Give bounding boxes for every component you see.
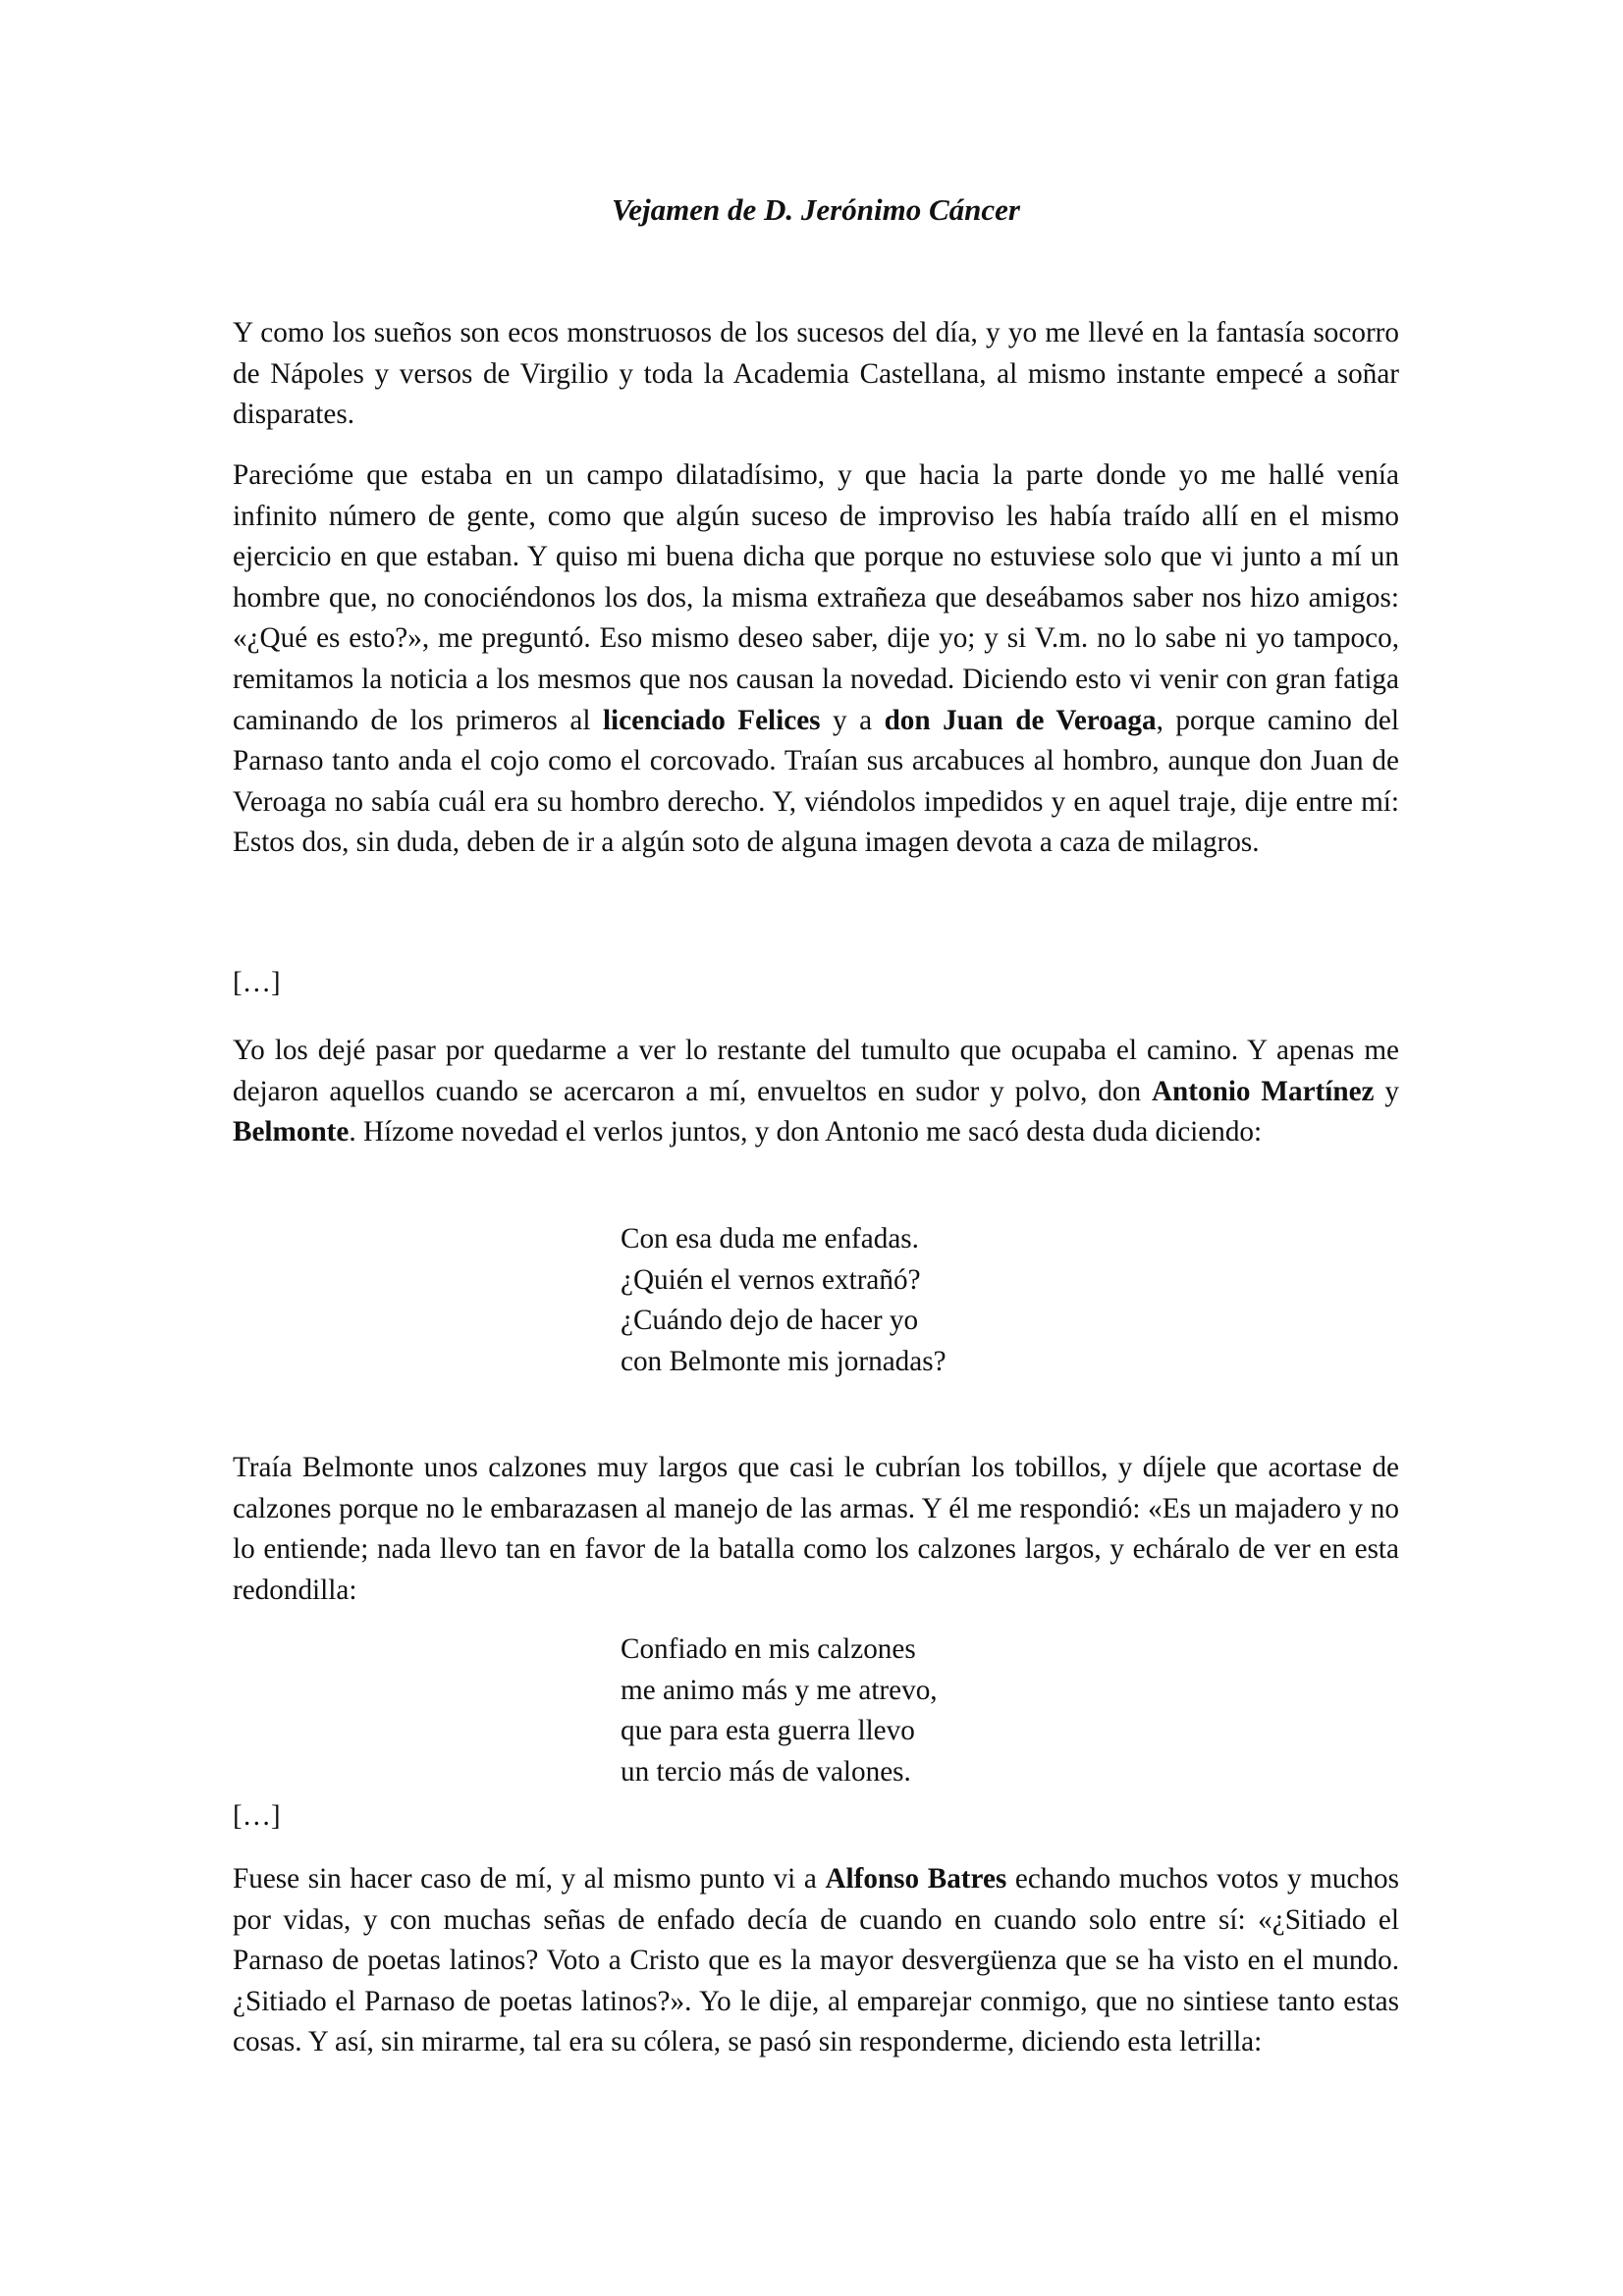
paragraph-text: y [1374,1075,1399,1107]
paragraph-text: Parecióme que estaba en un campo dilatadísimo, y que hacia la parte donde yo me hallé venía infinito número de gente, como que algún suceso de improviso les había traído allí en el mismo ejercicio en que estaban. Y quiso mi buena dicha que porque no estuviese solo que vi junto a mí un hombre que, no conociéndonos los dos, la misma extrañeza que deseábamos saber nos hizo amigos: «¿Qué es esto?», me preguntó. Eso mismo deseo saber, dije yo; y si V.m. no lo sabe ni yo tampoco, remitamos la noticia a los mesmos que nos causan la novedad. Diciendo esto vi venir con gran fatiga caminando de los primeros al [233,459,1399,736]
paragraph-text: Y como los sueños son ecos monstruosos de los sucesos del día, y yo me llevé en la fantasía socorro de Nápoles y versos de Virgilio y toda la Academia Castellana, al mismo instante empecé a soñar disparates. [233,317,1399,431]
bold-name-juan-de-veroaga: don Juan de Veroaga [884,704,1157,736]
paragraph-3 [233,1031,1399,1153]
bold-name-alfonso-batres: Alfonso Batres [825,1863,1007,1895]
paragraph-2 [233,455,1399,864]
paragraph-4 [233,1448,1399,1611]
verse-block-1 [621,1219,947,1382]
verse-block-2 [621,1629,938,1792]
ellipsis-marker: […] [233,1800,281,1832]
paragraph-text: . Hízome novedad el verlos juntos, y don Antonio me sacó desta duda diciendo: [349,1116,1263,1148]
bold-name-antonio-martinez: Antonio Martínez [1151,1075,1375,1107]
paragraph-5 [233,1859,1399,2063]
verse-line: que para esta guerra llevo [621,1715,915,1747]
paragraph-1 [233,313,1399,436]
paragraph-text: y a [820,704,885,736]
paragraph-text: Yo los dejé pasar por quedarme a ver lo restante del tumulto que ocupaba el camino. Y apenas me dejaron aquellos cuando se acercaron a mí, envueltos en sudor y polvo, don [233,1035,1399,1107]
verse-line: ¿Cuándo dejo de hacer yo [621,1305,919,1337]
paragraph-text: echando muchos votos y muchos por vidas, y con muchas señas de enfado decía de cuando en cuando solo entre sí: «¿Sitiado el Parnaso de poetas latinos? Voto a Cristo que es la mayor desvergüenza que se ha visto en el mundo. ¿Sitiado el Parnaso de poetas latinos?». Yo le dije, al emparejar conmigo, que no sintiese tanto estas cosas. Y así, sin mirarme, tal era su cólera, se pasó sin responderme, diciendo esta letrilla: [233,1863,1399,2058]
verse-line: me animo más y me atrevo, [621,1674,938,1706]
bold-name-licenciado-felices: licenciado Felices [602,704,821,736]
document-title: Vejamen de D. Jerónimo Cáncer [612,192,1020,227]
paragraph-text: Fuese sin hacer caso de mí, y al mismo punto vi a [233,1863,826,1895]
verse-line: con Belmonte mis jornadas? [621,1345,947,1377]
verse-line: Con esa duda me enfadas. [621,1223,919,1255]
paragraph-text: Traía Belmonte unos calzones muy largos que casi le cubrían los tobillos, y díjele que acortase de calzones porque no le embarazasen al manejo de las armas. Y él me respondió: «Es un majadero y no lo entiende; nada llevo tan en favor de la batalla como los calzones largos, y echáralo de ver en esta redondilla: [233,1452,1399,1606]
bold-name-belmonte: Belmonte [233,1116,350,1148]
verse-line: ¿Quién el vernos extrañó? [621,1263,921,1296]
paragraph-text: , porque camino del Parnaso tanto anda el cojo como el corcovado. Traían sus arcabuces al hombro, aunque don Juan de Veroaga no sabía cuál era su hombro derecho. Y, viéndolos impedidos y en aquel traje, dije entre mí: Estos dos, sin duda, deben de ir a algún soto de alguna imagen devota a caza de milagros. [233,704,1399,859]
verse-line: Confiado en mis calzones [621,1633,916,1665]
ellipsis-marker: […] [233,967,281,998]
verse-line: un tercio más de valones. [621,1755,911,1788]
